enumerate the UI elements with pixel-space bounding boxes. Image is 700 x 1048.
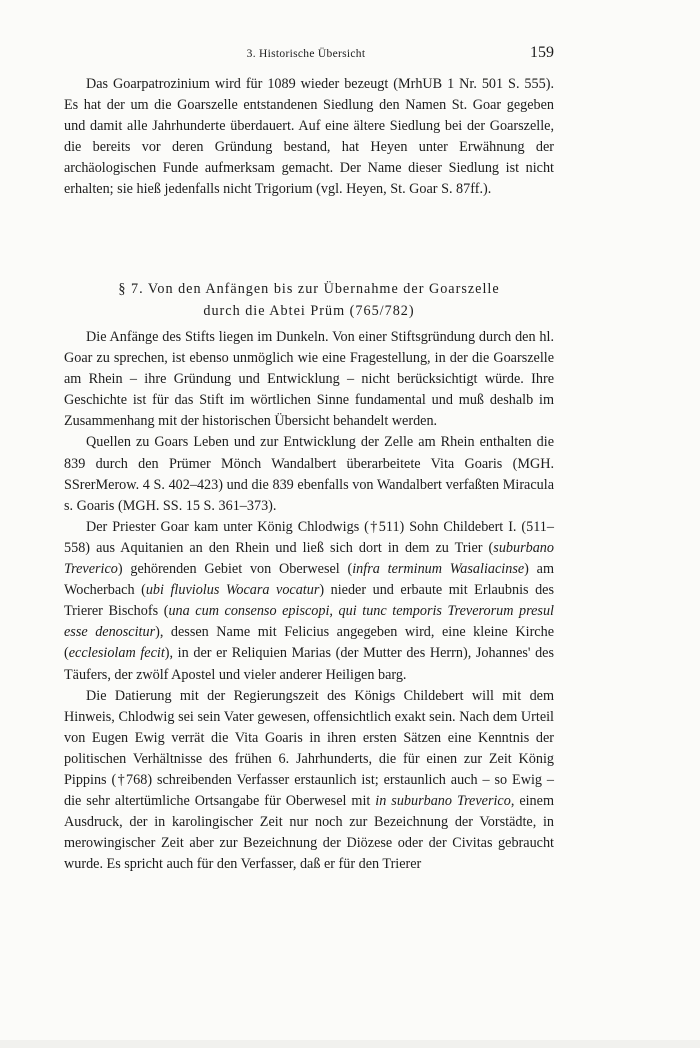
latin-quote: ubi fluviolus Wocara vocatur xyxy=(145,582,320,599)
text-span: ) gehörenden Gebiet von Oberwesel ( xyxy=(117,561,353,578)
latin-quote: una cum consenso episcopi, qui tunc temporis Treverorum presul esse denoscitur xyxy=(64,603,554,641)
intro-paragraph: Das Goarpatrozinium wird für 1089 wieder bezeugt (MrhUB 1 Nr. 501 S. 555). Es hat der um die Goarszelle entstandenen Siedlung den Namen St. Goar gegeben und damit alle Jahrhunderte überdauert. Auf eine ältere Siedlung bei der Goarszelle, die bereits vor deren Gründung bestand, hat Heyen unter Erwähnung der archäologischen Funde aufmerksam gemacht. Der Name dieser Siedlung ist nicht erhalten; sie hieß jedenfalls nicht Trigorium (vgl. Heyen, St. Goar S. 87ff.). xyxy=(64,76,554,198)
text-span: ), dessen Name mit Felicius angegeben wird, eine kleine Kirche ( xyxy=(64,624,554,662)
intro-text xyxy=(64,74,554,201)
running-head xyxy=(64,44,554,66)
latin-quote: suburbano Treverico xyxy=(64,539,554,578)
section-heading xyxy=(64,278,554,322)
paragraph-2: Quellen zu Goars Leben und zur Entwicklung der Zelle am Rhein enthalten die 839 durch den Prümer Mönch Wandalbert überarbeitete Vita Goaris (MGH. SSrerMerow. 4 S. 402–423) und die 839 ebenfalls von Wandalbert verfaßten Miracula s. Goaris (MGH. SS. 15 S. 361–373). xyxy=(64,434,554,514)
page-number: 159 xyxy=(530,44,554,61)
text-span: Der Priester Goar kam unter König Chlodwigs (†511) Sohn Childebert I. (511–558) aus Aquitanien an den Rhein und ließ sich dort in dem zu Trier ( xyxy=(64,518,554,556)
page-bottom-edge xyxy=(0,1040,700,1048)
section-heading-line-2: durch die Abtei Prüm (765/782) xyxy=(203,303,415,319)
text-span: , einem Ausdruck, der in karolingischer Zeit nur noch zur Bezeichnung der Vorstädte, in merowingischer Zeit aber zur Bezeichnung der Diözese oder der Civitas gebraucht wurde. Es spricht auch für den Verfasser, daß er für den Trierer xyxy=(64,793,554,873)
paragraph-4 xyxy=(64,686,554,876)
paragraph-1: Die Anfänge des Stifts liegen im Dunkeln. Von einer Stiftsgründung durch den hl. Goar zu sprechen, ist ebenso unmöglich wie eine Fragestellung, in der die Goarszelle am Rhein – ihre Gründung und Entwicklung – nicht berücksichtigt würde. Ihre Geschichte ist für das Stift im wörtlichen Sinne fundamental und muß deshalb im Zusammenhang mit der historischen Übersicht behandelt werden. xyxy=(64,329,554,430)
text-span: ), in der er Reliquien Marias (der Mutter des Herrn), Johannes' des Täufers, der zwölf Apostel und vieler anderer Heiligen barg. xyxy=(64,645,554,683)
text-span: ) am Wocherbach ( xyxy=(64,561,555,599)
section-heading-line-1: § 7. Von den Anfängen bis zur Übernahme der Goarszelle xyxy=(118,281,500,297)
latin-quote: ecclesiolam fecit xyxy=(68,645,165,662)
text-span: ) nieder und erbaute mit Erlaubnis des Trierer Bischofs ( xyxy=(64,582,554,620)
latin-quote: infra terminum Wasaliacinse xyxy=(352,561,525,578)
section-body xyxy=(64,327,554,875)
text-span: Die Datierung mit der Regierungszeit des Königs Childebert will mit dem Hinweis, Chlodwig sei sein Vater gewesen, offensichtlich exakt sein. Nach dem Urteil von Eugen Ewig verrät die Vita Goaris in ihren ersten Sätzen eine Kenntnis der politischen Verhältnisse des frühen 6. Jahrhunderts, die für einen zur Zeit König Pippins (†768) schreibenden Verfasser erstaunlich ist; erstaunlich auch – so Ewig – die sehr altertümliche Ortsangabe für Oberwesel mit xyxy=(64,687,554,810)
latin-quote: in suburbano Treverico xyxy=(375,793,511,810)
running-title: 3. Historische Übersicht xyxy=(246,48,366,60)
paragraph-3 xyxy=(64,517,554,686)
